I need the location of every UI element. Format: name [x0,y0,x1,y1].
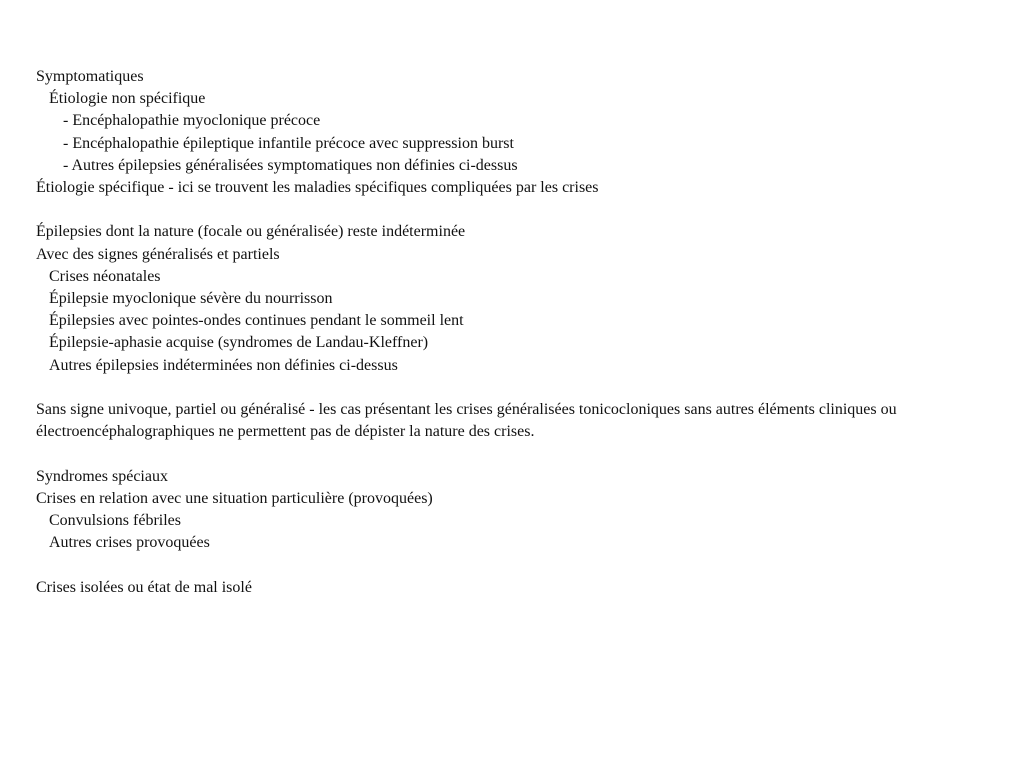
text-line: Épilepsie-aphasie acquise (syndromes de Landau-Kleffner) [49,334,429,352]
text-line: Syndromes spéciaux [36,467,168,485]
text-line: Crises néonatales [49,267,161,285]
text-line: Convulsions fébriles [49,512,181,530]
text-line: Épilepsies avec pointes-ondes continues pendant le sommeil lent [49,312,464,330]
text-line: Étiologie non spécifique [49,90,206,108]
text-paragraph: Sans signe univoque, partiel ou généralisé - les cas présentant les crises généralisées tonicocloniques sans autres éléments cliniques ou électroencéphalographiques ne permettent pas de dépister la nature des crises. [36,401,897,441]
paragraph-gap [36,554,986,576]
document-body [36,66,986,599]
text-line: Crises en relation avec une situation particulière (provoquées) [36,489,433,507]
text-line: Symptomatiques [36,68,144,85]
text-line: Étiologie spécifique - ici se trouvent les maladies spécifiques compliquées par les crises [36,179,599,197]
text-line: Autres crises provoquées [49,534,210,552]
text-line: - Encéphalopathie épileptique infantile précoce avec suppression burst [63,134,514,152]
text-line: Épilepsies dont la nature (focale ou généralisée) reste indéterminée [36,223,466,241]
text-line: - Autres épilepsies généralisées symptomatiques non définies ci-dessus [63,156,518,174]
paragraph-gap [36,199,986,221]
paragraph-gap [36,377,986,399]
text-line: Autres épilepsies indéterminées non définies ci-dessus [49,356,398,374]
text-line: Épilepsie myoclonique sévère du nourrisson [49,290,333,308]
text-line: - Encéphalopathie myoclonique précoce [63,112,321,130]
paragraph-gap [36,443,986,465]
text-line: Crises isolées ou état de mal isolé [36,578,252,596]
text-line: Avec des signes généralisés et partiels [36,245,280,263]
